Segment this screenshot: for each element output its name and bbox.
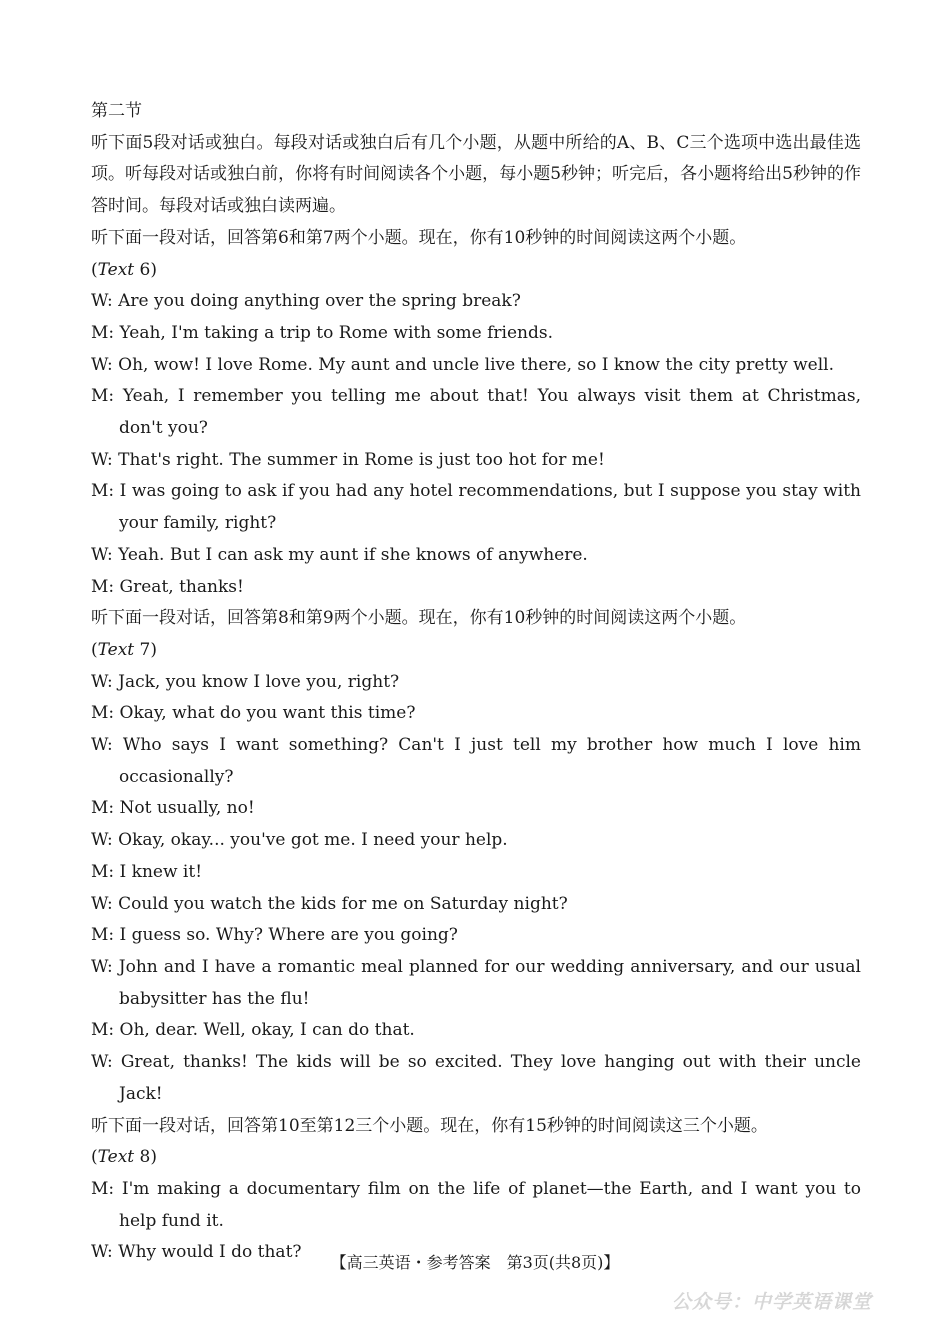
dialogue-line: W: Jack, you know I love you, right?: [91, 671, 400, 692]
text-label-number: 7: [134, 639, 151, 660]
dialogue-line: W: Are you doing anything over the spring break?: [91, 291, 521, 312]
dialogue-line: W: Yeah. But I can ask my aunt if she knows of anywhere.: [91, 544, 588, 565]
section-title: 第二节: [91, 101, 142, 121]
text-label-number: 8: [134, 1147, 151, 1168]
dialogue-line: M: I guess so. Why? Where are you going?: [91, 925, 458, 946]
page-footer: 【高三英语・参考答案 第3页(共8页)】: [330, 1253, 620, 1272]
dialogue-line: W: Who says I want something? Can't I just tell my brother how much I love him occasionally?: [91, 735, 861, 787]
dialogue-line: W: Could you watch the kids for me on Saturday night?: [91, 893, 568, 914]
dialogue-line: W: Why would I do that?: [91, 1242, 302, 1263]
dialogue-line: M: I knew it!: [91, 861, 203, 882]
text-label-number: 6: [134, 259, 151, 280]
text-label: (Text 7): [91, 639, 158, 660]
dialogue-line: W: Okay, okay... you've got me. I need your help.: [91, 830, 508, 851]
block-intro: 听下面一段对话，回答第10至第12三个小题。现在，你有15秒钟的时间阅读这三个小题。: [91, 1115, 768, 1136]
dialogue-line: W: That's right. The summer in Rome is just too hot for me!: [91, 449, 605, 470]
block-intro: 听下面一段对话，回答第8和第9两个小题。现在，你有10秒钟的时间阅读这两个小题。: [91, 608, 747, 629]
dialogue-line: M: Great, thanks!: [91, 576, 244, 597]
instructions-paragraph: 听下面5段对话或独白。每段对话或独白后有几个小题，从题中所给的A、B、C三个选项中选出最佳选项。听每段对话或独白前，你将有时间阅读各个小题，每小题5秒钟；听完后，各小题将给出5秒钟的作答时间。每段对话或独白读两遍。: [91, 132, 861, 217]
dialogue-line: M: Yeah, I remember you telling me about that! You always visit them at Christmas, don't you?: [91, 386, 861, 439]
dialogue-line: M: Yeah, I'm taking a trip to Rome with some friends.: [91, 322, 553, 343]
document-body: [91, 96, 861, 1269]
dialogue-line: M: I'm making a documentary film on the life of planet—the Earth, and I want you to help fund it.: [91, 1178, 861, 1231]
dialogue-line: W: John and I have a romantic meal planned for our wedding anniversary, and our usual babysitter has the flu!: [91, 956, 861, 1009]
dialogue-line: W: Great, thanks! The kids will be so excited. They love hanging out with their uncle Jack!: [91, 1052, 861, 1104]
text-label: (Text 8): [91, 1147, 158, 1168]
dialogue-line: M: Oh, dear. Well, okay, I can do that.: [91, 1020, 415, 1041]
dialogue-line: M: I was going to ask if you had any hotel recommendations, but I suppose you stay with your family, right?: [91, 481, 861, 534]
block-intro: 听下面一段对话，回答第6和第7两个小题。现在，你有10秒钟的时间阅读这两个小题。: [91, 227, 747, 248]
text-label-word: Text: [97, 259, 135, 280]
watermark: 公众号：中学英语课堂: [671, 1291, 872, 1313]
text-label: (Text 6): [91, 259, 158, 280]
dialogue-line: M: Not usually, no!: [91, 798, 255, 819]
text-label-word: Text: [97, 639, 135, 660]
dialogue-line: M: Okay, what do you want this time?: [91, 703, 416, 724]
dialogue-line: W: Oh, wow! I love Rome. My aunt and uncle live there, so I know the city pretty well.: [91, 354, 835, 375]
text-label-word: Text: [97, 1147, 135, 1168]
